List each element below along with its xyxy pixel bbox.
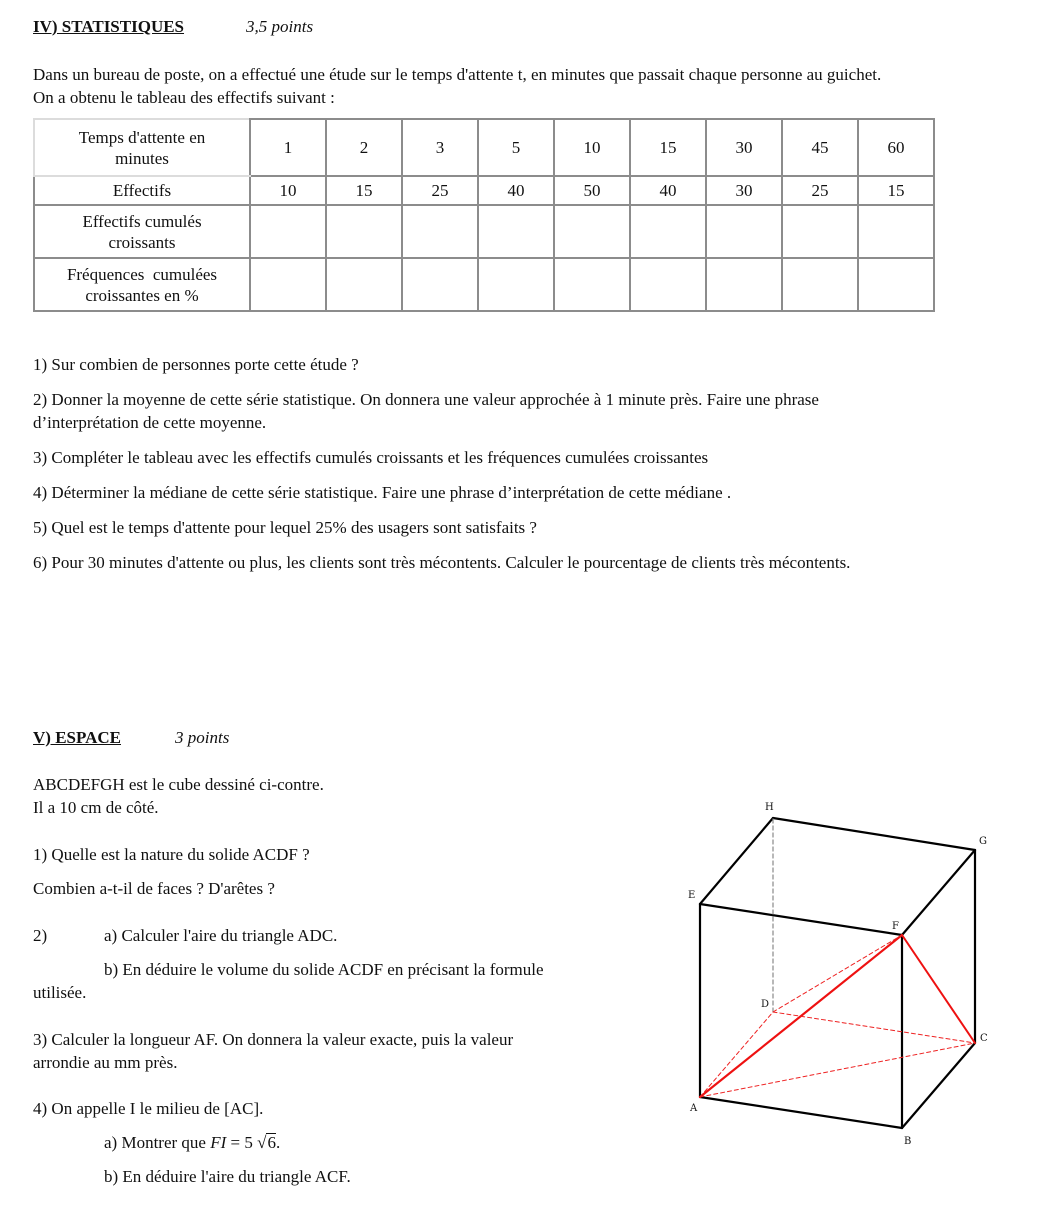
- espace-question-1-followup: Combien a-t-il de faces ? D'arêtes ?: [33, 879, 275, 898]
- edge-FC: [902, 935, 975, 1043]
- edge-GF: [902, 850, 975, 935]
- espace-question-3-line-2: arrondie au mm près.: [33, 1053, 178, 1072]
- section-5-title: V) ESPACE: [33, 728, 121, 747]
- table-cell: 50: [554, 176, 630, 205]
- edge-DF: [773, 935, 902, 1012]
- question-5: 5) Quel est le temps d'attente pour lequel 25% des usagers sont satisfaits ?: [33, 518, 537, 537]
- vertex-label-d: D: [761, 999, 770, 1010]
- question-4a-prefix: a) Montrer que: [104, 1133, 211, 1152]
- table-cell: 25: [402, 176, 478, 205]
- table-cell: 15: [858, 176, 934, 205]
- edge-FE: [700, 904, 902, 935]
- table-cell: 45: [782, 119, 858, 176]
- espace-question-2b-cont: utilisée.: [33, 983, 87, 1002]
- espace-intro-1: ABCDEFGH est le cube dessiné ci-contre.: [33, 775, 324, 794]
- vertex-label-f: F: [892, 921, 899, 932]
- edge-AC: [700, 1043, 975, 1097]
- section-4-title: IV) STATISTIQUES: [33, 17, 185, 36]
- vertex-label-c: C: [980, 1033, 988, 1044]
- espace-question-2-number: 2): [33, 926, 48, 945]
- table-cell: 40: [478, 176, 554, 205]
- row-header-text: minutes: [115, 148, 169, 168]
- section-4-points: 3,5 points: [246, 17, 314, 36]
- espace-question-3-line-1: 3) Calculer la longueur AF. On donnera la valeur exacte, puis la valeur: [33, 1030, 514, 1049]
- question-1: 1) Sur combien de personnes porte cette étude ?: [33, 355, 359, 374]
- intro-line-2: On a obtenu le tableau des effectifs suivant :: [33, 88, 335, 107]
- vertex-label-g: G: [979, 836, 987, 847]
- question-6: 6) Pour 30 minutes d'attente ou plus, les clients sont très mécontents. Calculer le pourcentage de clients très mécontents.: [33, 553, 851, 572]
- espace-question-2b: b) En déduire le volume du solide ACDF en précisant la formule: [104, 960, 544, 979]
- table-cell: 1: [250, 119, 326, 176]
- table-cell: 15: [630, 119, 706, 176]
- espace-question-1: 1) Quelle est la nature du solide ACDF ?: [33, 845, 310, 864]
- row-header-text: croissantes en %: [85, 285, 199, 305]
- section-5-points: 3 points: [175, 728, 230, 747]
- math-equals: = 5: [226, 1133, 258, 1152]
- table-cell: 30: [706, 176, 782, 205]
- vertex-label-a: A: [690, 1103, 698, 1114]
- table-cell: 60: [858, 119, 934, 176]
- table-cell: 15: [326, 176, 402, 205]
- edge-AD: [700, 1012, 773, 1097]
- table-cell: 10: [250, 176, 326, 205]
- question-3: 3) Compléter le tableau avec les effectifs cumulés croissants et les fréquences cumulées croissantes: [33, 448, 709, 467]
- row-header-text: Fréquences cumulées: [66, 264, 218, 284]
- intro-line-1: Dans un bureau de poste, on a effectué une étude sur le temps d'attente t, en minutes que passait chaque personne au guichet.: [33, 65, 882, 84]
- edge-HG: [773, 818, 975, 850]
- table-cell: 30: [706, 119, 782, 176]
- edge-BC: [902, 1043, 975, 1128]
- sqrt-radicand: 6: [267, 1133, 276, 1152]
- vertex-label-h: H: [765, 802, 774, 813]
- sqrt-symbol: √6: [257, 1133, 276, 1152]
- espace-intro-2: Il a 10 cm de côté.: [33, 798, 159, 817]
- edge-DC: [773, 1012, 975, 1043]
- table-cell: 10: [554, 119, 630, 176]
- vertex-label-b: B: [904, 1136, 912, 1147]
- espace-question-4: 4) On appelle I le milieu de [AC].: [33, 1099, 264, 1118]
- edge-EH: [700, 818, 773, 904]
- row-header-effectifs: Effectifs: [34, 176, 250, 205]
- table-cell: 2: [326, 119, 402, 176]
- table-cell: 25: [782, 176, 858, 205]
- row-header-text: Temps d'attente en: [78, 127, 206, 147]
- edge-AB: [700, 1097, 902, 1128]
- table-cell: 5: [478, 119, 554, 176]
- row-header-text: Effectifs cumulés: [82, 211, 202, 231]
- row-header-text: croissants: [108, 232, 176, 252]
- espace-question-2a: a) Calculer l'aire du triangle ADC.: [104, 926, 338, 945]
- question-4a-suffix: .: [275, 1133, 281, 1152]
- question-2-line-2: d’interprétation de cette moyenne.: [33, 413, 267, 432]
- table-cell: 40: [630, 176, 706, 205]
- espace-question-4b: b) En déduire l'aire du triangle ACF.: [104, 1167, 351, 1186]
- table-cell: 3: [402, 119, 478, 176]
- math-fi: FI: [210, 1133, 227, 1152]
- question-2-line-1: 2) Donner la moyenne de cette série statistique. On donnera une valeur approchée à 1 minute près. Faire une phrase: [33, 390, 819, 409]
- vertex-label-e: E: [688, 890, 696, 901]
- question-4: 4) Déterminer la médiane de cette série statistique. Faire une phrase d’interprétation de cette médiane .: [33, 483, 732, 502]
